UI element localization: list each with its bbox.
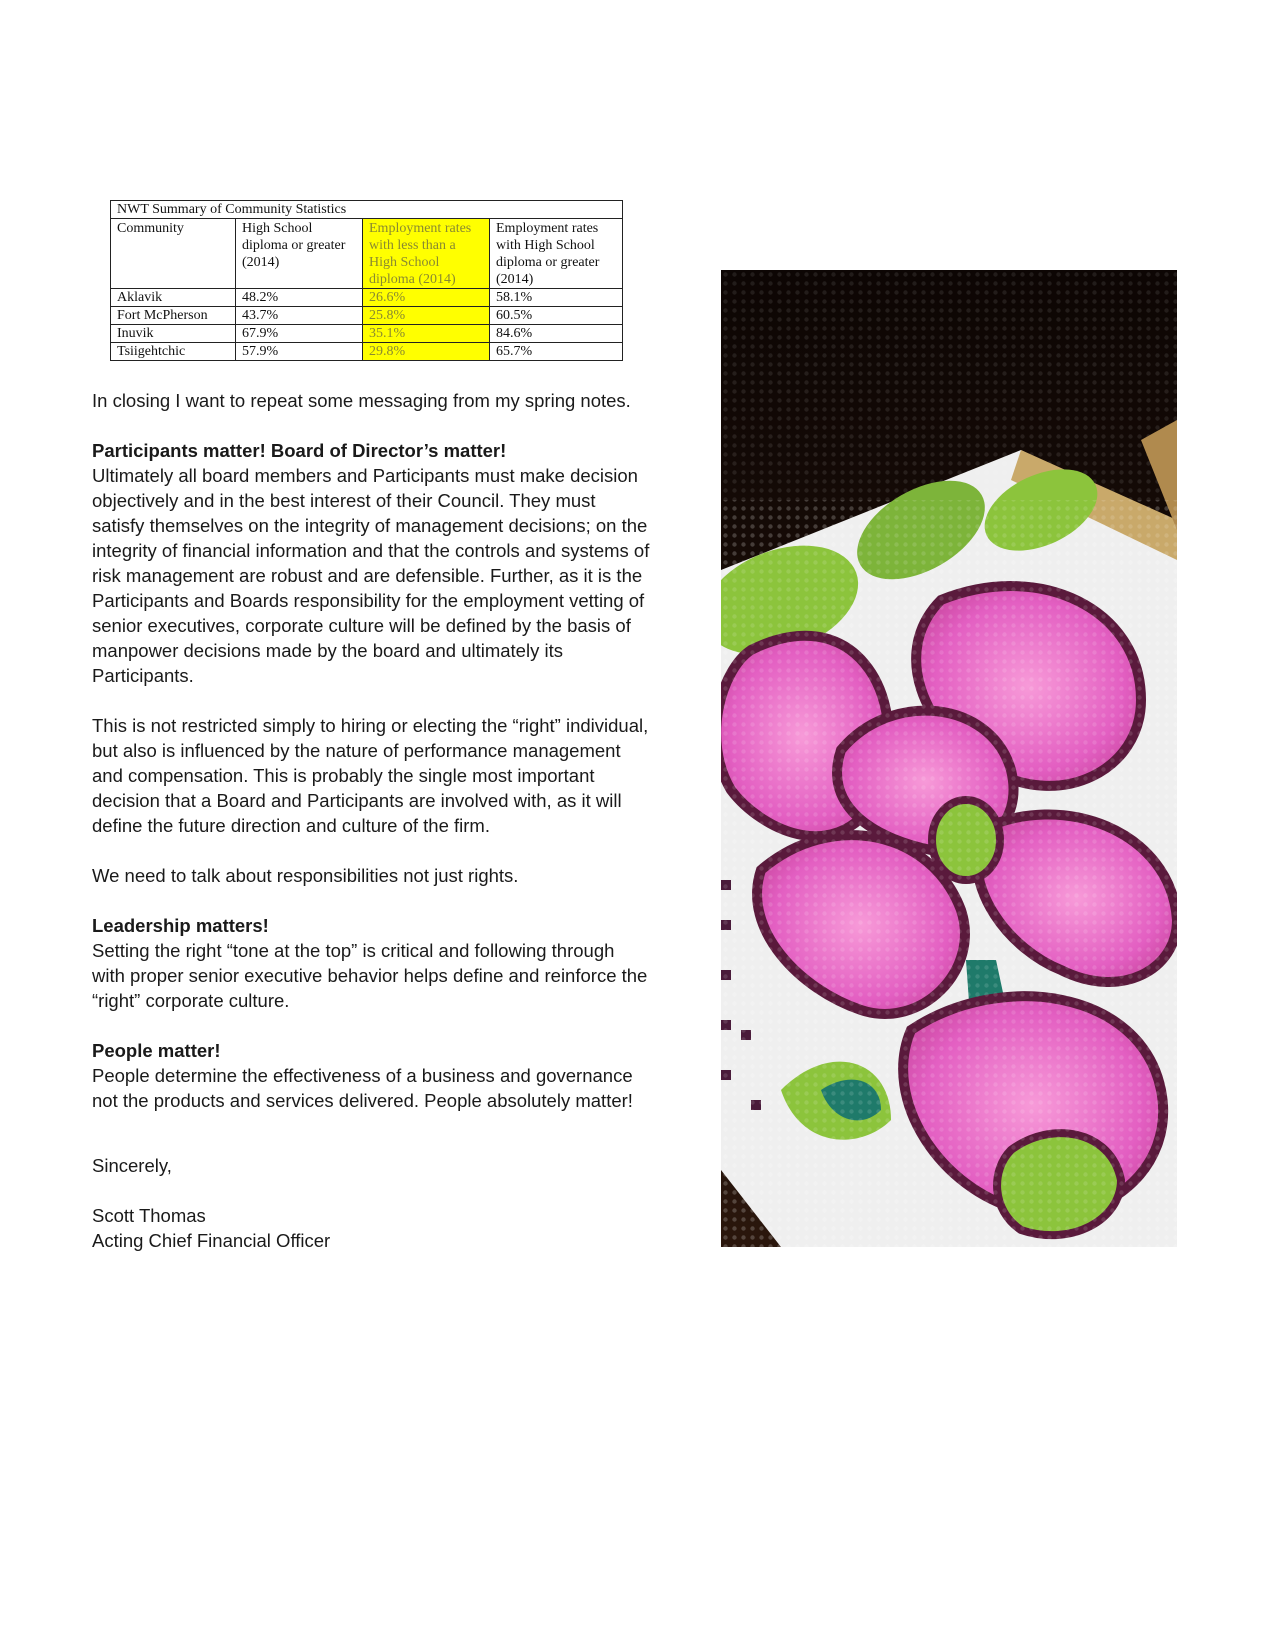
table-header-row [111,219,623,289]
section-text: People determine the effectiveness of a business and governance not the products and services delivered. People absolutely matter! [92,1065,633,1111]
column-header-community: Community [111,219,236,289]
cell-community: Tsiigehtchic [111,343,236,361]
table-row [111,307,623,325]
beadwork-illustration [721,270,1177,1247]
section-leadership [92,913,652,1013]
section-text: Ultimately all board members and Participants must make decision objectively and in the best interest of their Council. They must satisfy themselves on the integrity of management decisions; on the integrity of financial information and that the controls and systems of risk management are robust and are defensible. Further, as it is the Participants and Boards responsibility for the employment vetting of senior executives, corporate culture will be defined by the basis of manpower decisions made by the board and ultimately its Participants. [92,465,650,686]
section-people [92,1038,652,1113]
performance-paragraph: This is not restricted simply to hiring or electing the “right” individual, but also is influenced by the nature of performance management and compensation. This is probably the single most important decision that a Board and Participants are involved with, as it will define the future direction and culture of the firm. [92,715,649,836]
cell-value: 43.7% [236,307,363,325]
beadwork-flower-photo [721,270,1177,1247]
signer-title: Acting Chief Financial Officer [92,1230,331,1251]
section-participants [92,438,652,688]
closing-salutation: Sincerely, [92,1155,172,1176]
table-row [111,289,623,307]
cell-value: 48.2% [236,289,363,307]
cell-value-highlighted: 26.6% [363,289,490,307]
cell-value-highlighted: 29.8% [363,343,490,361]
column-header-employment-no-diploma: Employment rates with less than a High School diploma (2014) [363,219,490,289]
cell-value: 65.7% [490,343,623,361]
cell-value-highlighted: 35.1% [363,325,490,343]
cell-value: 58.1% [490,289,623,307]
cell-value: 84.6% [490,325,623,343]
column-header-employment-diploma: Employment rates with High School diploma or greater (2014) [490,219,623,289]
cell-community: Fort McPherson [111,307,236,325]
cell-value: 67.9% [236,325,363,343]
section-heading: Participants matter! Board of Director’s matter! [92,440,507,461]
section-text: Setting the right “tone at the top” is critical and following through with proper senior executive behavior helps define and reinforce the “right” corporate culture. [92,940,648,1011]
signature-block [92,1203,652,1253]
signer-name: Scott Thomas [92,1205,206,1226]
table-row [111,325,623,343]
intro-paragraph: In closing I want to repeat some messaging from my spring notes. [92,390,631,411]
section-heading: Leadership matters! [92,915,269,936]
cell-community: Inuvik [111,325,236,343]
column-header-hs-diploma: High School diploma or greater (2014) [236,219,363,289]
cell-value: 57.9% [236,343,363,361]
table-caption: NWT Summary of Community Statistics [111,201,623,219]
community-statistics-table [110,200,623,361]
responsibilities-paragraph: We need to talk about responsibilities not just rights. [92,865,519,886]
section-heading: People matter! [92,1040,221,1061]
cell-community: Aklavik [111,289,236,307]
cell-value: 60.5% [490,307,623,325]
table-row [111,343,623,361]
letter-body [92,388,652,1278]
cell-value-highlighted: 25.8% [363,307,490,325]
